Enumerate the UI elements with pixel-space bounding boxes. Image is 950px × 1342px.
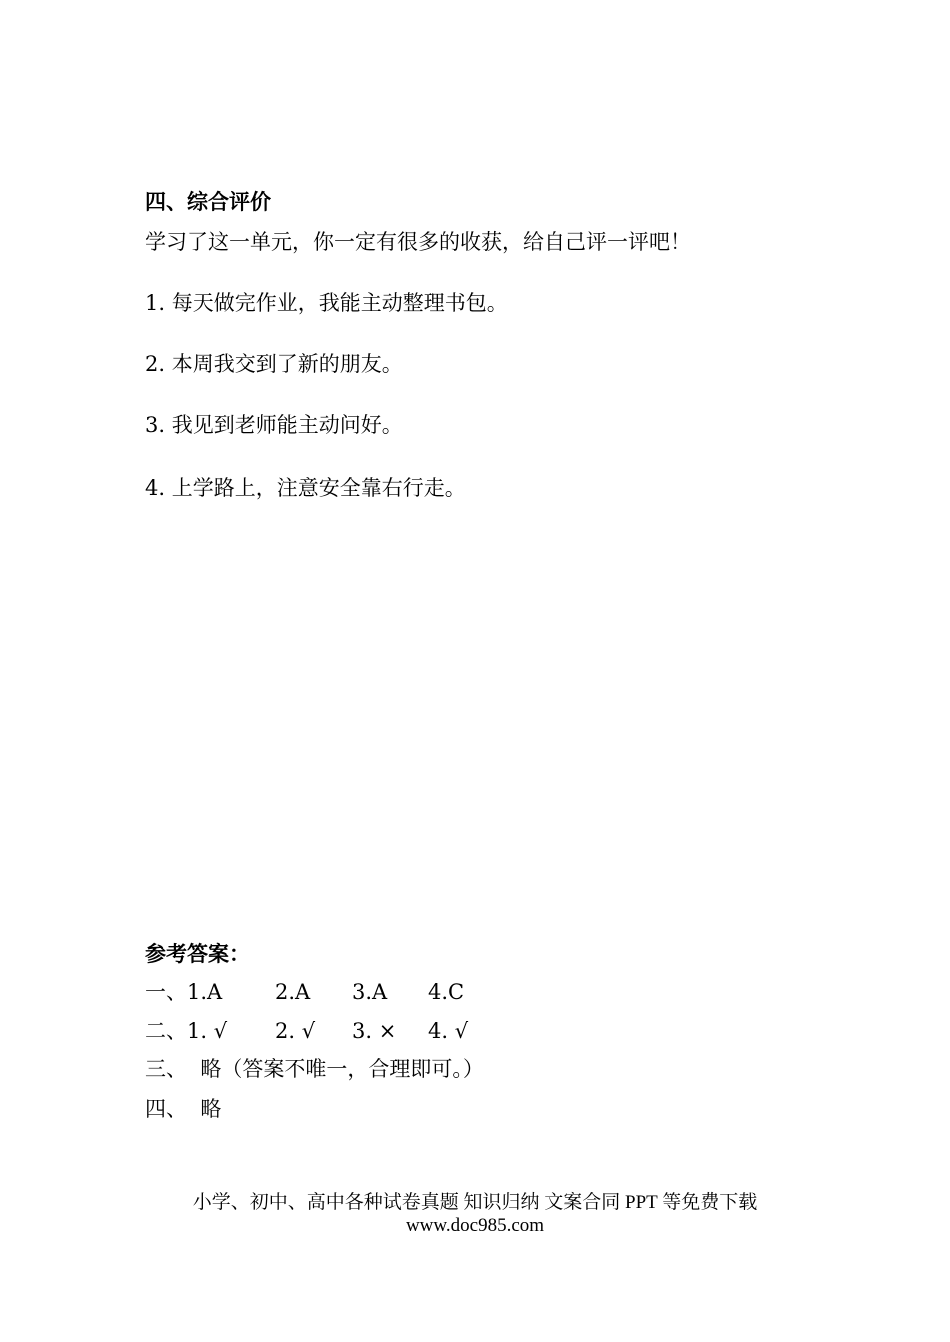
answer-value: 2.A	[275, 980, 311, 1004]
answer-label: 二、	[145, 1019, 187, 1043]
answer-value: 3. ×	[352, 1019, 397, 1043]
answer-value: 1.A	[187, 980, 223, 1004]
answer-value: 4. √	[428, 1019, 469, 1043]
answers-title: 参考答案：	[145, 941, 250, 966]
footer-url: www.doc985.com	[405, 1215, 545, 1236]
list-item: 1. 每天做完作业，我能主动整理书包。	[145, 291, 508, 315]
list-item: 2. 本周我交到了新的朋友。	[145, 352, 403, 376]
footer-text: 小学、初中、高中各种试卷真题 知识归纳 文案合同 PPT 等免费下载	[192, 1192, 758, 1213]
answer-value: 2. √	[275, 1019, 316, 1043]
list-item: 4. 上学路上，注意安全靠右行走。	[145, 476, 466, 500]
section-title: 四、综合评价	[145, 189, 271, 214]
answer-row-3: 三、 略（答案不唯一，合理即可。）	[145, 1057, 484, 1081]
answer-row-4: 四、 略	[145, 1097, 222, 1121]
answer-value: 3.A	[352, 980, 388, 1004]
answer-value: 1. √	[187, 1019, 228, 1043]
section-intro: 学习了这一单元，你一定有很多的收获，给自己评一评吧！	[145, 230, 691, 254]
answer-label: 一、	[145, 980, 187, 1004]
answer-value: 4.C	[428, 980, 465, 1004]
list-item: 3. 我见到老师能主动问好。	[145, 413, 403, 437]
